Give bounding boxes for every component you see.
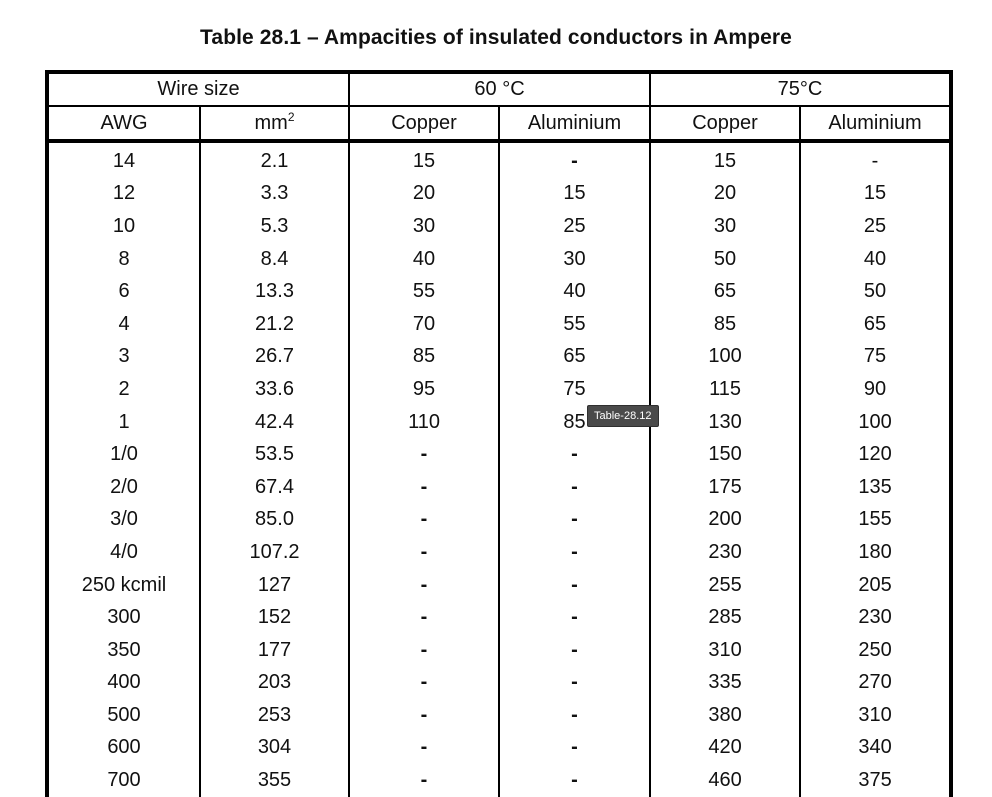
cell-aluminium-60: - <box>499 504 650 537</box>
ampacity-table <box>45 70 953 797</box>
cell-copper-75: 175 <box>650 471 800 504</box>
cell-aluminium-75: 75 <box>800 341 951 374</box>
cell-copper-60: 95 <box>349 373 499 406</box>
cell-copper-75: 30 <box>650 210 800 243</box>
cell-aluminium-60: 85 <box>499 406 650 439</box>
cell-aluminium-60: - <box>499 141 650 178</box>
table-row <box>47 438 951 471</box>
cell-aluminium-75: 90 <box>800 373 951 406</box>
cell-mm2: 355 <box>200 764 349 797</box>
cell-awg: 500 <box>47 699 200 732</box>
table-row <box>47 471 951 504</box>
header-aluminium-75: Aluminium <box>800 106 951 141</box>
cell-aluminium-60: - <box>499 438 650 471</box>
cell-copper-75: 85 <box>650 308 800 341</box>
table-row <box>47 504 951 537</box>
cell-mm2: 85.0 <box>200 504 349 537</box>
cell-copper-60: 20 <box>349 178 499 211</box>
cell-copper-75: 285 <box>650 601 800 634</box>
cell-copper-75: 255 <box>650 569 800 602</box>
table-row <box>47 634 951 667</box>
cell-aluminium-75: 180 <box>800 536 951 569</box>
cell-copper-60: - <box>349 732 499 765</box>
cell-aluminium-75: 65 <box>800 308 951 341</box>
cell-aluminium-75: 230 <box>800 601 951 634</box>
cell-copper-60: - <box>349 569 499 602</box>
cell-copper-60: 85 <box>349 341 499 374</box>
table-row <box>47 341 951 374</box>
header-mm2-sup: 2 <box>287 109 295 124</box>
cell-aluminium-60: - <box>499 764 650 797</box>
cell-aluminium-75: - <box>800 141 951 178</box>
cell-mm2: 107.2 <box>200 536 349 569</box>
cell-copper-60: - <box>349 471 499 504</box>
cell-aluminium-60: 15 <box>499 178 650 211</box>
cell-mm2: 13.3 <box>200 275 349 308</box>
cell-aluminium-75: 40 <box>800 243 951 276</box>
cell-copper-60: - <box>349 438 499 471</box>
cell-copper-75: 50 <box>650 243 800 276</box>
cell-copper-60: 110 <box>349 406 499 439</box>
cell-aluminium-75: 270 <box>800 667 951 700</box>
cell-aluminium-75: 135 <box>800 471 951 504</box>
cell-aluminium-60: 25 <box>499 210 650 243</box>
table-row <box>47 373 951 406</box>
cell-awg: 1/0 <box>47 438 200 471</box>
table-row <box>47 601 951 634</box>
cell-mm2: 5.3 <box>200 210 349 243</box>
cell-copper-75: 115 <box>650 373 800 406</box>
cell-aluminium-75: 205 <box>800 569 951 602</box>
cell-aluminium-60: - <box>499 667 650 700</box>
cell-copper-75: 15 <box>650 141 800 178</box>
cell-mm2: 127 <box>200 569 349 602</box>
table-body <box>47 141 951 797</box>
header-copper-75: Copper <box>650 106 800 141</box>
cell-copper-60: 30 <box>349 210 499 243</box>
cell-copper-60: 70 <box>349 308 499 341</box>
ampacity-table-container <box>45 70 949 797</box>
cell-copper-75: 100 <box>650 341 800 374</box>
table-row <box>47 536 951 569</box>
header-awg: AWG <box>47 106 200 141</box>
cell-copper-60: - <box>349 536 499 569</box>
cell-copper-75: 150 <box>650 438 800 471</box>
cell-awg: 700 <box>47 764 200 797</box>
cell-awg: 2/0 <box>47 471 200 504</box>
cell-copper-60: - <box>349 601 499 634</box>
cell-aluminium-60: - <box>499 732 650 765</box>
cell-aluminium-60: - <box>499 471 650 504</box>
table-row <box>47 243 951 276</box>
cell-aluminium-75: 250 <box>800 634 951 667</box>
cell-copper-60: 15 <box>349 141 499 178</box>
header-group-60c: 60 °C <box>349 72 650 106</box>
cell-awg: 2 <box>47 373 200 406</box>
cell-mm2: 3.3 <box>200 178 349 211</box>
cell-awg: 8 <box>47 243 200 276</box>
cell-aluminium-75: 25 <box>800 210 951 243</box>
header-mm2-base: mm <box>254 111 288 134</box>
table-row <box>47 210 951 243</box>
cell-aluminium-60: - <box>499 699 650 732</box>
cell-mm2: 2.1 <box>200 141 349 178</box>
cell-aluminium-60: - <box>499 601 650 634</box>
cell-awg: 4 <box>47 308 200 341</box>
cell-aluminium-75: 155 <box>800 504 951 537</box>
table-row <box>47 764 951 797</box>
table-row <box>47 178 951 211</box>
cell-mm2: 67.4 <box>200 471 349 504</box>
cell-aluminium-60: 55 <box>499 308 650 341</box>
cell-copper-60: - <box>349 504 499 537</box>
cell-copper-60: 55 <box>349 275 499 308</box>
cell-awg: 300 <box>47 601 200 634</box>
table-row <box>47 141 951 178</box>
cell-copper-75: 230 <box>650 536 800 569</box>
table-title: Table 28.1 – Ampacities of insulated conductors in Ampere <box>200 26 792 49</box>
cell-copper-75: 310 <box>650 634 800 667</box>
cell-awg: 250 kcmil <box>47 569 200 602</box>
cell-awg: 10 <box>47 210 200 243</box>
cell-copper-60: 40 <box>349 243 499 276</box>
cell-copper-60: - <box>349 764 499 797</box>
cell-aluminium-60: 75 <box>499 373 650 406</box>
cell-copper-75: 130 <box>650 406 800 439</box>
cell-aluminium-75: 100 <box>800 406 951 439</box>
cell-mm2: 33.6 <box>200 373 349 406</box>
cell-copper-75: 420 <box>650 732 800 765</box>
cell-aluminium-60: - <box>499 569 650 602</box>
cell-aluminium-60: - <box>499 634 650 667</box>
cell-mm2: 304 <box>200 732 349 765</box>
header-aluminium-60: Aluminium <box>499 106 650 141</box>
cell-mm2: 177 <box>200 634 349 667</box>
cell-awg: 350 <box>47 634 200 667</box>
cell-aluminium-75: 375 <box>800 764 951 797</box>
cell-aluminium-75: 120 <box>800 438 951 471</box>
cell-awg: 12 <box>47 178 200 211</box>
cell-mm2: 203 <box>200 667 349 700</box>
cell-awg: 3 <box>47 341 200 374</box>
header-group-wire-size: Wire size <box>47 72 349 106</box>
cell-awg: 6 <box>47 275 200 308</box>
cell-aluminium-75: 15 <box>800 178 951 211</box>
header-copper-60: Copper <box>349 106 499 141</box>
table-row <box>47 406 951 439</box>
table-row <box>47 732 951 765</box>
image-tooltip: Table-28.12 <box>587 405 659 427</box>
cell-mm2: 253 <box>200 699 349 732</box>
cell-mm2: 8.4 <box>200 243 349 276</box>
cell-awg: 1 <box>47 406 200 439</box>
cell-aluminium-75: 310 <box>800 699 951 732</box>
table-row <box>47 667 951 700</box>
header-mm2 <box>200 106 349 141</box>
cell-aluminium-75: 50 <box>800 275 951 308</box>
cell-awg: 400 <box>47 667 200 700</box>
cell-copper-75: 335 <box>650 667 800 700</box>
table-row <box>47 275 951 308</box>
cell-aluminium-60: 30 <box>499 243 650 276</box>
cell-copper-75: 65 <box>650 275 800 308</box>
cell-mm2: 21.2 <box>200 308 349 341</box>
table-row <box>47 308 951 341</box>
cell-awg: 3/0 <box>47 504 200 537</box>
cell-mm2: 152 <box>200 601 349 634</box>
header-group-75c: 75°C <box>650 72 951 106</box>
cell-awg: 4/0 <box>47 536 200 569</box>
cell-mm2: 26.7 <box>200 341 349 374</box>
cell-copper-75: 380 <box>650 699 800 732</box>
cell-aluminium-60: - <box>499 536 650 569</box>
cell-awg: 14 <box>47 141 200 178</box>
cell-aluminium-60: 40 <box>499 275 650 308</box>
cell-copper-60: - <box>349 667 499 700</box>
cell-mm2: 42.4 <box>200 406 349 439</box>
cell-copper-60: - <box>349 634 499 667</box>
cell-copper-75: 460 <box>650 764 800 797</box>
cell-aluminium-75: 340 <box>800 732 951 765</box>
cell-aluminium-60: 65 <box>499 341 650 374</box>
table-row <box>47 569 951 602</box>
cell-copper-75: 20 <box>650 178 800 211</box>
cell-mm2: 53.5 <box>200 438 349 471</box>
cell-awg: 600 <box>47 732 200 765</box>
cell-copper-60: - <box>349 699 499 732</box>
cell-copper-75: 200 <box>650 504 800 537</box>
table-row <box>47 699 951 732</box>
